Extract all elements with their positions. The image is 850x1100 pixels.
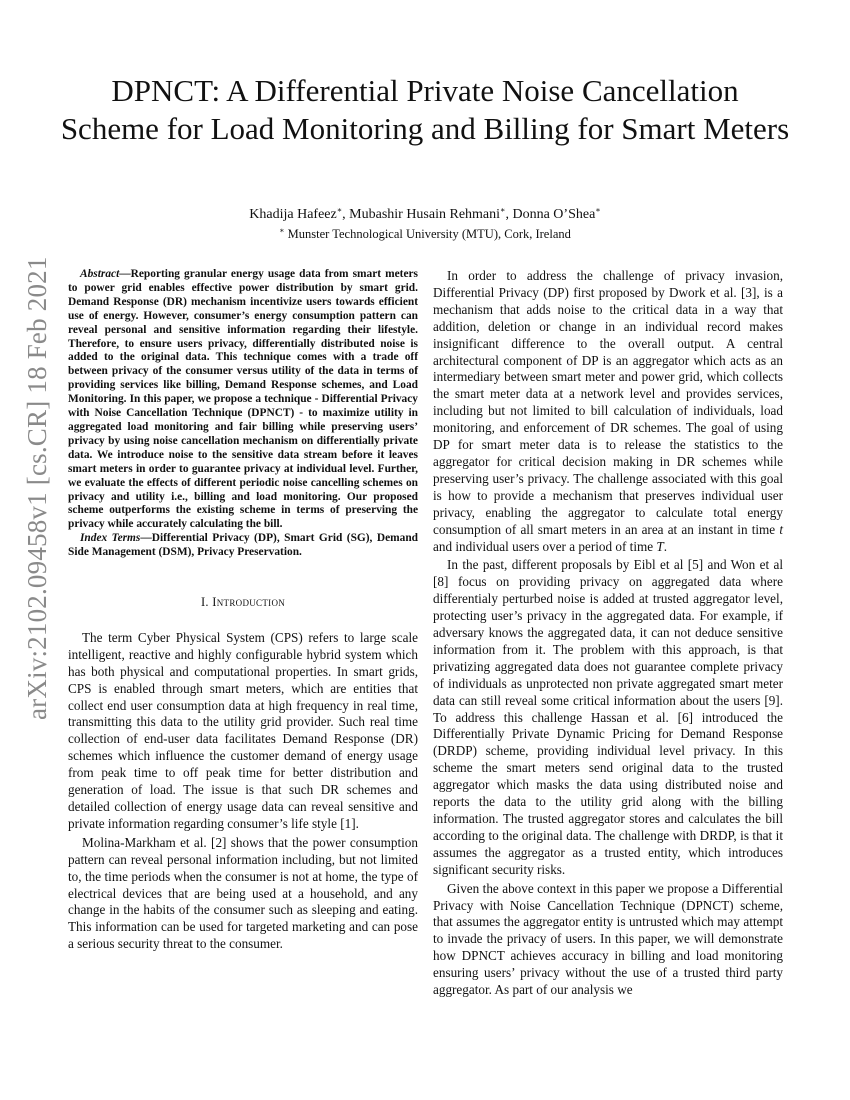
paragraph-text: In order to address the challenge of privacy invasion, Differential Privacy (DP) first proposed by Dwork et al. [3], is a mechanism that adds noise to the critical data in a way that addition, deletion or change in an individual record makes insignificant difference to the overall output. A central architectural component of DP is an aggregator which acts as an intermediary between smart meter and power grid, which collects the smart meter data at a network level and provides services, including but not limited to bill calculation of individuals, load monitoring, and enforcement of DR schemes. The goal of using DP for smart meter data is to release the statistics to the aggregator for critical decision making in DR schemes while preserving user’s privacy. The challenge associated with this goal is how to provide a mechanism that preserves individual user privacy, enabling the aggregator to calculate total energy consumption of all smart meters in an area at an instant in time — [433, 268, 783, 537]
author-mark: ∗ — [500, 205, 506, 215]
abstract-label: Abstract — [80, 268, 120, 280]
author-mark: ∗ — [336, 205, 343, 215]
paper-title: DPNCT: A Differential Private Noise Cancellation Scheme for Load Monitoring and Billing for Smart Meters — [60, 73, 790, 146]
affiliation — [100, 226, 750, 242]
affiliation-text: Munster Technological University (MTU), Cork, Ireland — [287, 227, 571, 241]
right-column — [433, 268, 783, 1001]
author-1: Khadija Hafeez — [249, 207, 337, 222]
math-variable-t: t — [779, 521, 783, 537]
paragraph: The term Cyber Physical System (CPS) refers to large scale intelligent, reactive and highly configurable hybrid system which has both physical and computational properties. In smart grids, CPS is enabled through smart meters, which are entities that collect end user consumption data at high frequency in real time, transmitting this data to the utility grid provider. Such real time collection of end-user data facilitates Demand Response (DR) schemes which influence the customer demand of energy usage from peak time to off peak time for better distribution and generation of load. The issue is that such DR schemes and detailed collection of energy usage data can reveal sensitive and private information regarding consumer’s life style [1]. — [68, 629, 418, 831]
paragraph-text: and individual users over a period of time — [433, 538, 657, 554]
author-3: Donna O’Shea — [512, 207, 596, 222]
paragraph: Given the above context in this paper we propose a Differential Privacy with Noise Cancellation Technique (DPNCT) scheme, that assumes the aggregator entity is untrusted which may attempt to invade the privacy of users. In this paper, we will demonstrate how DPNCT achieves accuracy in billing and load monitoring ensuring users’ privacy without the use of a trusted third party aggregator. As part of our analysis we — [433, 880, 783, 998]
affiliation-mark: ∗ — [279, 225, 285, 235]
author-2: Mubashir Husain Rehmani — [349, 207, 501, 222]
paragraph: In the past, different proposals by Eibl et al [5] and Won et al [8] focus on providing privacy on aggregated data where differentialy perturbed noise is added at trusted aggregator level, protecting user’s privacy in the aggregated data. For example, if adversary knows the aggregated data, it can not deduce sensitive information from it. The problem with this approach, is that privatizing aggregated data does not guarantee complete privacy of individuals as unprotected non private aggregated smart meter data can still reveal some critical information about the users [9]. To address this challenge Hassan et al. [6] introduced the Differentially Private Dynamic Pricing for Demand Response (DRDP) scheme, providing individual level privacy. In this scheme the smart meters send original data to the trusted aggregator which masks the data using distributed noise and reports the data to the utility grid along with the billing information. The trusted aggregator stores and calculates the bill according to the original data. The challenge with DRDP, is that it assumes the aggregator as a trusted entity, which introduces significant security risks. — [433, 557, 783, 877]
abstract — [68, 268, 418, 532]
paragraph: Molina-Markham et al. [2] shows that the power consumption pattern can reveal personal information including, but not limited to, the time periods when the consumer is not at home, the type of electrical devices that are being used at a household, and any change in the habits of the consumer such as sleeping and eating. This information can be used for targeted marketing and can pose a serious security threat to the consumer. — [68, 834, 418, 952]
index-terms-text: —Differential Privacy (DP), Smart Grid (SG), Demand Side Management (DSM), Privacy Preservation. — [68, 532, 418, 559]
paragraph — [433, 268, 783, 555]
arxiv-identifier-text: arXiv:2102.09458v1 [cs.CR] 18 Feb 2021 — [22, 256, 52, 720]
paragraph-text: . — [663, 538, 668, 554]
abstract-text: —Reporting granular energy usage data from smart meters to power grid enables effective power distribution by smart grid. Demand Response (DR) mechanism incentivize users towards efficient use of energy. However, consumer’s energy consumption pattern can reveal personal and sensitive information regarding their lifestyle. Therefore, to ensure users privacy, differentially distributed noise is added to the original data. This technique comes with a trade off between privacy of the consumer versus utility of the data in terms of providing services like billing, Demand Response schemes, and Load Monitoring. In this paper, we propose a technique - Differential Privacy with Noise Cancellation Technique (DPNCT) - to maximize utility in aggregated load monitoring and fair billing while preserving users’ privacy by using noise cancellation mechanism on differentially private data. We introduce noise to the sensitive data stream before it leaves smart meters in order to guarantee privacy at individual level. Further, we evaluate the effects of different periodic noise cancelling schemes on privacy and utility i.e., billing and load monitoring. Our proposed scheme outperforms the existing scheme in terms of preserving the privacy while accurately calculating the bill. — [68, 268, 418, 531]
section-heading-introduction — [68, 594, 418, 611]
left-column — [68, 268, 418, 955]
section-name: Introduction — [212, 595, 286, 610]
index-terms-label: Index Terms — [80, 532, 141, 545]
index-terms — [68, 532, 418, 560]
arxiv-identifier — [22, 256, 52, 740]
math-variable-T: T — [656, 538, 664, 554]
section-number: I. — [200, 595, 213, 610]
author-list: Khadija Hafeez∗, Mubashir Husain Rehmani∗, Donna O’Shea∗ — [249, 205, 601, 222]
author-mark: ∗ — [595, 205, 601, 215]
